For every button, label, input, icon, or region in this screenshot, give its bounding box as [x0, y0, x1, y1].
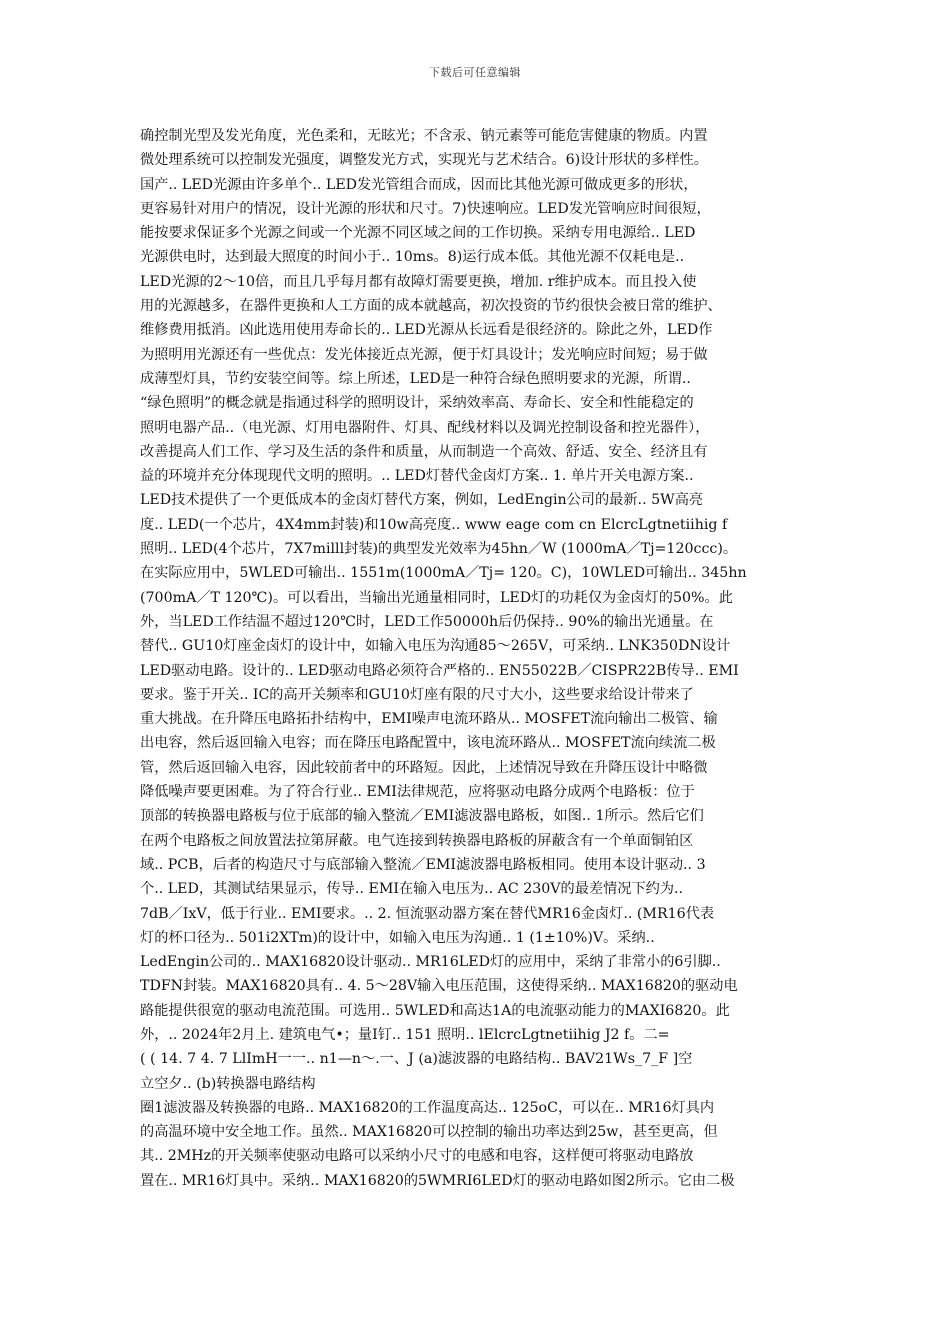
text-line: 灯的杯口径为.. 501i2XTm)的设计中，如输入电压为沟通.. 1 (1±10%)V。采纳..: [140, 929, 655, 946]
text-line: 的高温环境中安全地工作。虽然.. MAX16820可以控制的输出功率达到25w，甚至更高，但: [140, 1124, 718, 1141]
text-line: 益的环境并充分体现现代文明的照明。.. LED灯替代金卤灯方案.. 1. 单片开关电源方案..: [140, 468, 694, 485]
text-line: 维修费用抵消。凶此选用使用寿命长的.. LED光源从长远看是很经济的。除此之外，LED作: [140, 322, 713, 339]
text-line: (700mA／T 120℃)。可以看出，当输出光通量相同时，LED灯的功耗仅为金卤灯的50%。此: [140, 589, 733, 606]
text-line: 外，.. 2024年2月上. 建筑电气•；量I钉.. 151 照明.. lElcrcLgtnetiihig J2 f。二=: [140, 1026, 670, 1043]
text-line: 管，然后返回输入电容，因此较前者中的环路短。因此，上述情况导致在升降压设计中略微: [140, 759, 708, 776]
text-line: 用的光源越多，在器件更换和人工方面的成本就越高，初次投资的节约很快会被日常的维护、: [140, 298, 722, 315]
text-line: 替代.. GU10灯座金卤灯的设计中，如输入电压为沟通85～265V，可采纳.. LNK350DN设计: [140, 638, 731, 655]
text-line: 照明.. LED(4个芯片，7X7milll封装)的典型发光效率为45hn／W (1000mA／Tj=120ccc)。: [140, 541, 738, 558]
text-line: 外，当LED工作结温不超过120℃时，LED工作50000h后仍保持.. 90%的输出光通量。在: [140, 613, 714, 630]
text-line: 确控制光型及发光角度，光色柔和，无眩光；不含汞、钠元素等可能危害健康的物质。内置: [140, 128, 708, 144]
text-line: 成薄型灯具，节约安装空间等。综上所述，LED是一种符合绿色照明要求的光源，所谓..: [140, 370, 691, 387]
text-line: 在实际应用中，5WLED可输出.. 1551m(1000mA／Tj= 120。C)，10WLED可输出.. 345hn: [140, 565, 747, 582]
text-line: 立空夕.. (b)转换器电路结构: [140, 1075, 316, 1092]
text-line: 置在.. MR16灯具中。采纳.. MAX16820的5WMRI6LED灯的驱动电路如图2所示。它由二极: [140, 1172, 735, 1189]
text-line: LED光源的2～10倍，而且几乎每月都有故障灯需要更换，增加. r维护成本。而且投入使: [140, 273, 697, 290]
text-line: 国产.. LED光源由许多单个.. LED发光管组合而成，因而比其他光源可做成更多的形状，: [140, 176, 698, 193]
text-line: 要求。鉴于开关.. IC的高开关频率和GU10灯座有限的尺寸大小，这些要求给设计带来了: [140, 686, 694, 703]
text-line: 其.. 2MHz的开关频率使驱动电路可以采纳小尺寸的电感和电容，这样便可将驱动电路放: [140, 1148, 694, 1165]
text-line: 域.. PCB，后者的构造尺寸与底部输入整流／EMI滤波器电路板相同。使用本设计驱动.. 3: [140, 856, 706, 873]
text-line: 微处理系统可以控制发光强度，调整发光方式，实现光与艺术结合。6)设计形状的多样性。: [140, 152, 708, 169]
text-line: LED技术提供了一个更低成本的金卤灯替代方案，例如，LedEngin公司的最新.. 5W高亮: [140, 492, 704, 509]
text-line: 改善提高人们工作、学习及生活的条件和质量，从而制造一个高效、舒适、安全、经济且有: [140, 443, 708, 460]
text-line: TDFN封装。MAX16820具有.. 4. 5～28V输入电压范围，这使得采纳.. MAX16820的驱动电: [140, 978, 738, 995]
text-line: 重大挑战。在升降压电路拓扑结构中，EMI噪声电流环路从.. MOSFET流向输出二极管、输: [140, 711, 718, 728]
text-line: 出电容，然后返回输入电容；而在降压电路配置中，该电流环路从.. MOSFET流向续流二极: [140, 735, 716, 752]
page-header: 下载后可任意编辑: [429, 66, 521, 79]
text-line: LED驱动电路。设计的.. LED驱动电路必须符合严格的.. EN55022B／CISPR22B传导.. EMI: [140, 662, 739, 679]
text-line: 照明电器产品..（电光源、灯用电器附件、灯具、配线材料以及调光控制设备和控光器件），: [140, 419, 710, 436]
text-line: 顶部的转换器电路板与位于底部的输入整流／EMI滤波器电路板，如图.. 1所示。然后它们: [140, 808, 704, 825]
text-line: 光源供电时，达到最大照度的时间小于.. 10ms。8)运行成本低。其他光源不仅耗电是..: [140, 249, 685, 266]
text-line: 7dB／IxV，低于行业.. EMI要求。.. 2. 恒流驱动器方案在替代MR16金卤灯.. (MR16代表: [140, 905, 715, 922]
text-line: 路能提供很宽的驱动电流范围。可选用.. 5WLED和高达1A的电流驱动能力的MAXI6820。此: [140, 1002, 730, 1019]
text-line: 能按要求保证多个光源之间或一个光源不同区域之间的工作切换。采纳专用电源给.. LED: [140, 225, 696, 242]
text-line: 更容易针对用户的情况，设计光源的形状和尺寸。7)快速响应。LED发光管响应时间很短，: [140, 200, 711, 217]
text-line: 为照明用光源还有一些优点：发光体接近点光源，便于灯具设计；发光响应时间短；易于做: [140, 346, 708, 363]
text-line: 在两个电路板之间放置法拉第屏蔽。电气连接到转换器电路板的屏蔽含有一个单面铜铂区: [140, 832, 694, 849]
text-line: 圈1滤波器及转换器的电路.. MAX16820的工作温度高达.. 125oC，可以在.. MR16灯具内: [140, 1099, 715, 1116]
text-line: 个.. LED，其测试结果显示，传导.. EMI在输入电压为.. AC 230V的最差情况下约为..: [140, 881, 684, 898]
text-line: 降低噪声要更困难。为了符合行业.. EMI法律规范，应将驱动电路分成两个电路板：位于: [140, 784, 695, 801]
text-line: ( ( 14. 7 4. 7 LlImH一一.. n1—n～.一、J (a)滤波器的电路结构.. BAV21Ws_7_F ]空: [140, 1051, 693, 1068]
text-line: “绿色照明”的概念就是指通过科学的照明设计，采纳效率高、寿命长、安全和性能稳定的: [140, 395, 694, 412]
document-body: [140, 124, 830, 1193]
text-line: LedEngin公司的.. MAX16820设计驱动.. MR16LED灯的应用中，采纳了非常小的6引脚..: [140, 954, 721, 971]
text-line: 度.. LED(一个芯片，4X4mm封装)和10w高亮度.. www eage com cn ElcrcLgtnetiihig f: [140, 516, 728, 533]
